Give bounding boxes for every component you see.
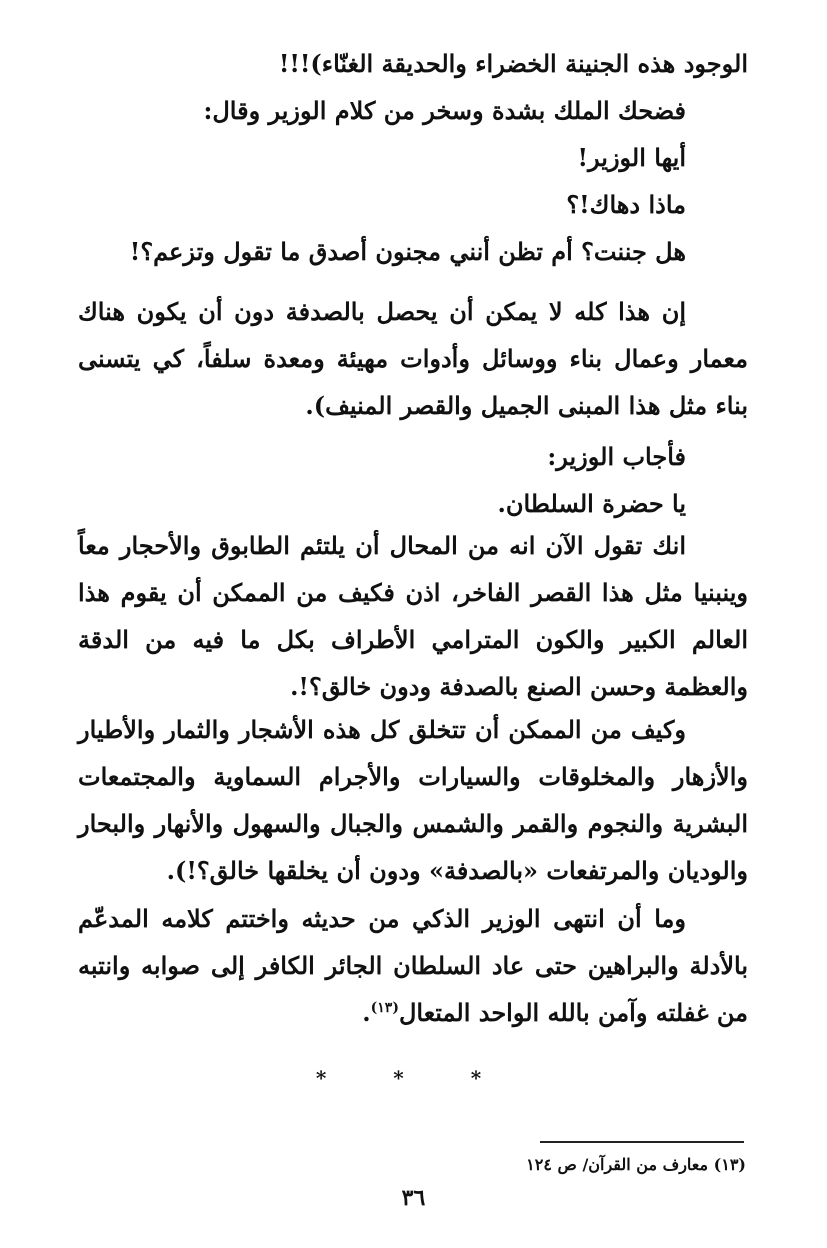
paragraph: [78, 706, 748, 894]
opening-lines: [78, 40, 748, 275]
text-line: هل جننت؟ أم تظن أنني مجنون أصدق ما تقول وتزعم؟!: [129, 237, 686, 266]
paragraph-text: انك تقول الآن انه من المحال أن يلتئم الطابوق والأحجار معاً وينبنيا مثل هذا القصر الفاخر، اذن فكيف من الممكن أن يقوم هذا العالم الكبير والكون المترامي الأطراف بكل ما فيه من الدقة والعظمة وحسن الصنع بالصدفة ودون خالق؟!.: [78, 531, 748, 701]
paragraph-text: إن هذا كله لا يمكن أن يحصل بالصدفة دون أن يكون هناك معمار وعمال بناء ووسائل وأدوات مهيئة ومعدة سلفاً، كي يتسنى بناء مثل هذا المبنى الجميل والقصر المنيف).: [78, 297, 748, 420]
paragraph: [78, 288, 748, 429]
text-line: فأجاب الوزير:: [547, 442, 686, 471]
footnote: (١٣) معارف من القرآن/ ص ١٢٤: [526, 1155, 746, 1174]
text-line: أيها الوزير!: [577, 143, 686, 172]
text-line: يا حضرة السلطان.: [497, 489, 686, 518]
footnote-divider: [540, 1141, 744, 1143]
paragraph-text: وكيف من الممكن أن تتخلق كل هذه الأشجار والثمار والأطيار والأزهار والمخلوقات والسيارات والأجرام السماوية والمجتمعات البشرية والنجوم والقمر والشمس والجبال والسهول والأنهار والبحار والوديان والمرتفعات «بالصدفة» ودون أن يخلقها خالق؟!).: [78, 715, 748, 885]
text-line: الوجود هذه الجنينة الخضراء والحديقة الغنّاء)!!!: [278, 49, 748, 78]
reply-lines: [78, 433, 748, 527]
footnote-reference: (١٣): [370, 1000, 399, 1016]
paragraph: [78, 522, 748, 710]
paragraph: [78, 895, 748, 1036]
paragraph-text: [78, 895, 748, 1036]
text-line: فضحك الملك بشدة وسخر من كلام الوزير وقال:: [203, 96, 686, 125]
page-number: ٣٦: [401, 1185, 426, 1211]
paragraph-end: .: [362, 998, 371, 1027]
text-line: ماذا دهاك!؟: [566, 190, 686, 219]
section-separator: * * *: [315, 1066, 512, 1090]
paragraph-body: وما أن انتهى الوزير الذكي من حديثه واختتم كلامه المدعّم بالأدلة والبراهين حتى عاد السلطان الجائر الكافر إلى صوابه وانتبه من غفلته وآمن بالله الواحد المتعال: [78, 904, 748, 1027]
